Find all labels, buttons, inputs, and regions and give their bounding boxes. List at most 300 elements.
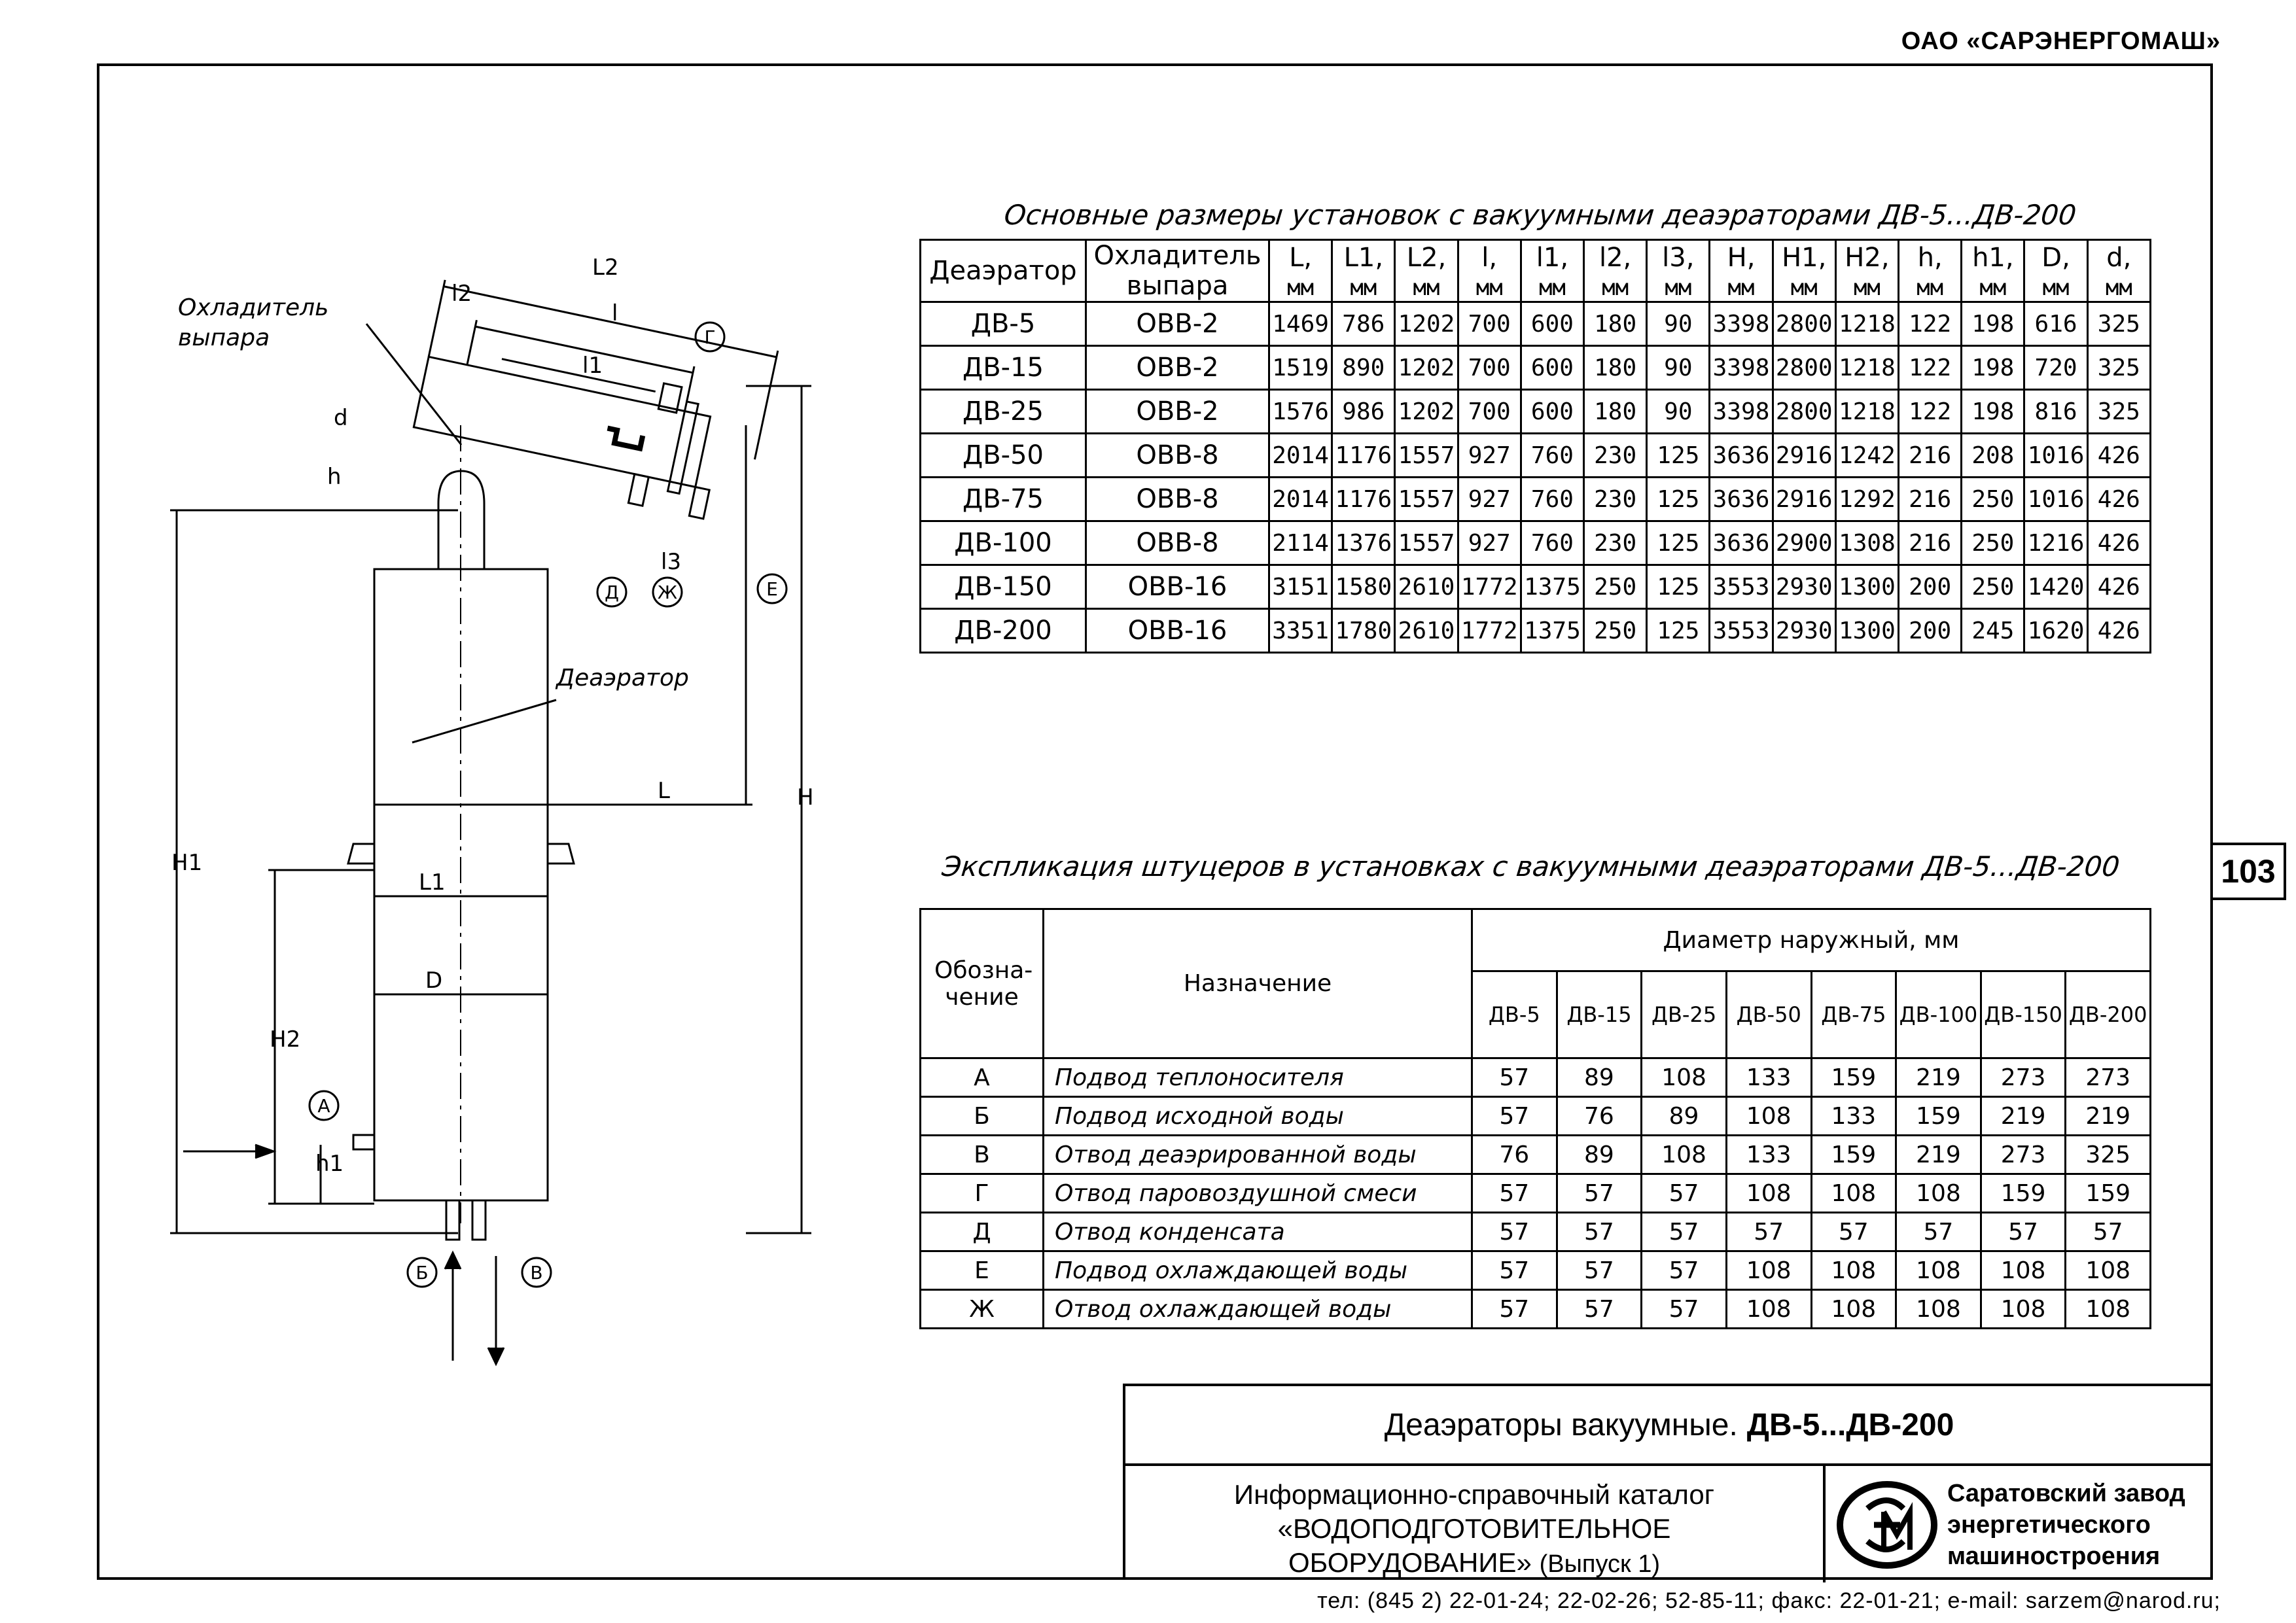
nozzle-cell: 57 <box>1811 1213 1896 1251</box>
dim-unit-cell: мм <box>1584 274 1647 302</box>
dim-l1: l1 <box>582 353 603 379</box>
nozzle-cell: 108 <box>1981 1290 2066 1329</box>
nozzle-cell: 108 <box>1642 1058 1727 1097</box>
nozzle-cell: 219 <box>2066 1097 2151 1136</box>
dim-cell: 3351 <box>1269 609 1332 653</box>
dim-cell: 125 <box>1647 434 1710 478</box>
nozzle-cell: 57 <box>1642 1290 1727 1329</box>
nozzle-cell: 57 <box>1472 1251 1557 1290</box>
dim-table-row <box>921 478 2151 521</box>
dim-cell: 3151 <box>1269 565 1332 609</box>
dim-cell: 1772 <box>1458 609 1521 653</box>
dim-cell: 927 <box>1458 478 1521 521</box>
nozzle-cell: 76 <box>1557 1097 1642 1136</box>
nozzle-cell: 57 <box>1642 1213 1727 1251</box>
dim-H: H <box>797 784 814 811</box>
label-vent-cooler-2: выпара <box>178 324 270 351</box>
dim-cell: 250 <box>1584 609 1647 653</box>
diameter-header: Диаметр наружный, мм <box>1472 909 2151 971</box>
dim-cell: ДВ-150 <box>921 565 1086 609</box>
nozzle-cell: Д <box>921 1213 1044 1251</box>
nozzle-cell: 57 <box>1642 1174 1727 1213</box>
title-block <box>1123 1384 2213 1580</box>
dim-cell: 1300 <box>1835 609 1898 653</box>
nozzle-cell: 76 <box>1472 1136 1557 1174</box>
dim-cell: ДВ-200 <box>921 609 1086 653</box>
model-header: ДВ-15 <box>1557 971 1642 1058</box>
dim-cell: 2800 <box>1773 346 1835 390</box>
dim-cell: ОВВ-2 <box>1086 302 1269 346</box>
nozzle-cell: 108 <box>1726 1097 1811 1136</box>
nozzle-cell: 159 <box>1811 1136 1896 1174</box>
dim-cell: 426 <box>2087 609 2150 653</box>
nozzle-table-row <box>921 1251 2151 1290</box>
dim-table-row <box>921 565 2151 609</box>
dim-cell: 250 <box>1962 478 2024 521</box>
nozzle-cell: 89 <box>1642 1097 1727 1136</box>
dim-cell: 2014 <box>1269 434 1332 478</box>
dim-header-cell: l2, <box>1584 240 1647 275</box>
nozzle-cell: А <box>921 1058 1044 1097</box>
dim-unit-cell: мм <box>2024 274 2087 302</box>
dim-cell: 890 <box>1332 346 1395 390</box>
dim-cell: 198 <box>1962 346 2024 390</box>
model-header: ДВ-25 <box>1642 971 1727 1058</box>
dim-unit-cell: мм <box>1647 274 1710 302</box>
nozzle-cell: 159 <box>1811 1058 1896 1097</box>
nozzle-cell: 108 <box>1811 1290 1896 1329</box>
dim-L: L <box>658 778 670 804</box>
dim-cell: 2800 <box>1773 390 1835 434</box>
dim-table-row <box>921 434 2151 478</box>
nozzle-g-label: Г <box>704 326 716 348</box>
model-header: ДВ-100 <box>1896 971 1981 1058</box>
nozzle-b-label: Б <box>415 1262 429 1283</box>
nozzle-cell: Е <box>921 1251 1044 1290</box>
dim-cell: 1218 <box>1835 302 1898 346</box>
nozzle-cell: 57 <box>1472 1290 1557 1329</box>
dim-unit-cell: мм <box>1899 274 1962 302</box>
dim-cell: 1375 <box>1521 565 1583 609</box>
dim-unit-cell: мм <box>1458 274 1521 302</box>
nozzle-purpose: Отвод паровоздушной смеси <box>1044 1174 1472 1213</box>
nozzles-table <box>919 908 2151 1329</box>
title-models: ДВ-5...ДВ-200 <box>1746 1407 1954 1442</box>
catalog-line-2: «ВОДОПОДГОТОВИТЕЛЬНОЕ <box>1277 1513 1671 1544</box>
nozzle-d-pipe <box>628 474 648 506</box>
dim-H1: H1 <box>171 850 203 876</box>
dim-header-cell: H, <box>1710 240 1773 275</box>
dim-L1: L1 <box>419 869 446 896</box>
catalog-info <box>1125 1463 1826 1582</box>
dim-header-cell: l1, <box>1521 240 1583 275</box>
dim-cell: 816 <box>2024 390 2087 434</box>
model-header: ДВ-200 <box>2066 971 2151 1058</box>
nozzle-cell: 89 <box>1557 1058 1642 1097</box>
nozzle-cell: 57 <box>1557 1174 1642 1213</box>
dim-table-row <box>921 609 2151 653</box>
dim-cell: ДВ-75 <box>921 478 1086 521</box>
designation-header: Обозна- чение <box>921 909 1044 1058</box>
dim-cell: 230 <box>1584 521 1647 565</box>
nozzle-purpose: Отвод конденсата <box>1044 1213 1472 1251</box>
dim-h1: h1 <box>315 1151 344 1177</box>
dim-cell: 216 <box>1899 478 1962 521</box>
org-line-2: энергетического <box>1947 1511 2151 1539</box>
dim-cell: ОВВ-16 <box>1086 565 1269 609</box>
dim-cell: 1216 <box>2024 521 2087 565</box>
dim-cell: 2930 <box>1773 609 1835 653</box>
dim-unit-cell: мм <box>2087 274 2150 302</box>
dim-cell: 125 <box>1647 521 1710 565</box>
nozzle-cell: 57 <box>1472 1097 1557 1136</box>
nozzle-a-label: А <box>317 1095 330 1117</box>
dim-cell: 426 <box>2087 565 2150 609</box>
nozzle-purpose: Подвод теплоносителя <box>1044 1058 1472 1097</box>
dim-cell: ОВВ-16 <box>1086 609 1269 653</box>
dim-cell: 1772 <box>1458 565 1521 609</box>
nozzle-table-row <box>921 1290 2151 1329</box>
dim-cell: 90 <box>1647 346 1710 390</box>
dim-cell: 1176 <box>1332 434 1395 478</box>
dim-cell: 720 <box>2024 346 2087 390</box>
dim-l3: l3 <box>661 549 682 575</box>
dim-cell: 1016 <box>2024 434 2087 478</box>
dim-cell: 3553 <box>1710 609 1773 653</box>
manufacturer-block <box>1826 1463 2213 1582</box>
dim-cell: 600 <box>1521 346 1583 390</box>
dim-l2: l2 <box>451 281 472 307</box>
dim-table-row <box>921 521 2151 565</box>
dim-header-cell: H2, <box>1835 240 1898 275</box>
nozzle-e-pipe <box>689 487 709 519</box>
nozzles-table-title: Экспликация штуцеров в установках с вакуумными деаэраторами ДВ-5...ДВ-200 <box>940 850 2121 882</box>
dim-header-cell: h1, <box>1962 240 2024 275</box>
company-name: ОАО «САРЭНЕРГОМАШ» <box>1901 27 2221 55</box>
dim-cell: 2930 <box>1773 565 1835 609</box>
dim-cell: 426 <box>2087 434 2150 478</box>
dim-cell: 325 <box>2087 346 2150 390</box>
nozzle-cell: Г <box>921 1174 1044 1213</box>
dim-cell: 600 <box>1521 390 1583 434</box>
dim-cell: 180 <box>1584 346 1647 390</box>
nozzle-d-label: Д <box>605 582 619 603</box>
dim-cell: 1292 <box>1835 478 1898 521</box>
dim-cell: 1016 <box>2024 478 2087 521</box>
dim-cell: 125 <box>1647 565 1710 609</box>
dim-cell: 198 <box>1962 390 2024 434</box>
dim-cell: ОВВ-2 <box>1086 390 1269 434</box>
dim-cell: 616 <box>2024 302 2087 346</box>
nozzle-purpose: Отвод деаэрированной воды <box>1044 1136 1472 1174</box>
title-prefix: Деаэраторы вакуумные. <box>1384 1407 1738 1442</box>
dim-cell: 180 <box>1584 390 1647 434</box>
dim-cell: 1576 <box>1269 390 1332 434</box>
nozzle-purpose: Подвод охлаждающей воды <box>1044 1251 1472 1290</box>
nozzle-v-label: В <box>530 1262 543 1283</box>
nozzle-cell: 108 <box>1642 1136 1727 1174</box>
dimensions-table-title: Основные размеры установок с вакуумными деаэраторами ДВ-5...ДВ-200 <box>1002 199 2078 231</box>
dimensions-table <box>919 239 2151 654</box>
dim-cell: 2800 <box>1773 302 1835 346</box>
dim-cell: 3553 <box>1710 565 1773 609</box>
dim-cell: 2610 <box>1395 565 1458 609</box>
contacts: тел: (845 2) 22-01-24; 22-02-26; 52-85-11; факс: 22-01-21; e-mail: sarzem@narod.ru; <box>1317 1588 2221 1613</box>
dim-cell: ДВ-100 <box>921 521 1086 565</box>
dim-cell: 786 <box>1332 302 1395 346</box>
dim-cell: 1242 <box>1835 434 1898 478</box>
dim-unit-cell: мм <box>1962 274 2024 302</box>
page-number: 103 <box>2213 843 2286 900</box>
dim-cell: 2610 <box>1395 609 1458 653</box>
dim-cell: 125 <box>1647 478 1710 521</box>
nozzle-cell: 108 <box>1811 1174 1896 1213</box>
nozzle-cell: Б <box>921 1097 1044 1136</box>
model-header: ДВ-150 <box>1981 971 2066 1058</box>
dim-cell: 2014 <box>1269 478 1332 521</box>
dim-cell: 1308 <box>1835 521 1898 565</box>
dim-cell: 2916 <box>1773 434 1835 478</box>
dim-header-cell: d, <box>2087 240 2150 275</box>
nozzle-cell: 108 <box>1896 1251 1981 1290</box>
nozzle-cell: 57 <box>1472 1058 1557 1097</box>
dim-header-cell: L, <box>1269 240 1332 275</box>
nozzle-cell: 57 <box>1726 1213 1811 1251</box>
dim-cell: 216 <box>1899 521 1962 565</box>
sem-logo-icon <box>1835 1473 1939 1577</box>
nozzle-cell: 57 <box>2066 1213 2151 1251</box>
dim-cell: 1780 <box>1332 609 1395 653</box>
dim-cell: 3636 <box>1710 478 1773 521</box>
vent-cooler <box>408 280 778 527</box>
dim-cell: 208 <box>1962 434 2024 478</box>
dim-cell: 700 <box>1458 346 1521 390</box>
dim-cell: 2114 <box>1269 521 1332 565</box>
dim-cell: 760 <box>1521 521 1583 565</box>
dim-cell: 760 <box>1521 478 1583 521</box>
nozzle-table-row <box>921 1136 2151 1174</box>
nozzle-cell: 57 <box>1557 1251 1642 1290</box>
dim-cell: 325 <box>2087 390 2150 434</box>
dim-header-cell: H1, <box>1773 240 1835 275</box>
dim-cell: 250 <box>1584 565 1647 609</box>
dim-cell: 1202 <box>1395 346 1458 390</box>
nozzle-zh-label: Ж <box>657 582 678 603</box>
dim-cell: 1300 <box>1835 565 1898 609</box>
nozzle-cell: 108 <box>1726 1174 1811 1213</box>
nozzle-cell: 57 <box>1557 1290 1642 1329</box>
dim-cell: 3398 <box>1710 390 1773 434</box>
org-line-1: Саратовский завод <box>1947 1480 2185 1507</box>
nozzle-cell: 133 <box>1811 1097 1896 1136</box>
nozzle-cell: 159 <box>1981 1174 2066 1213</box>
manufacturer-name <box>1947 1478 2185 1572</box>
nozzle-cell: 159 <box>1896 1097 1981 1136</box>
deaerator-drawing <box>0 0 916 1505</box>
nozzle-cell: 219 <box>1896 1136 1981 1174</box>
dim-cell: ОВВ-8 <box>1086 434 1269 478</box>
dim-cell: 3398 <box>1710 346 1773 390</box>
nozzle-cell: 57 <box>1981 1213 2066 1251</box>
nozzle-purpose: Подвод исходной воды <box>1044 1097 1472 1136</box>
dim-cell: 986 <box>1332 390 1395 434</box>
dim-cell: 600 <box>1521 302 1583 346</box>
dim-unit-cell: мм <box>1835 274 1898 302</box>
dim-cell: 230 <box>1584 434 1647 478</box>
model-header: ДВ-5 <box>1472 971 1557 1058</box>
dim-header-cell: Охладитель выпара <box>1086 240 1269 302</box>
nozzle-cell: 273 <box>1981 1136 2066 1174</box>
nozzle-cell: 108 <box>1726 1290 1811 1329</box>
nozzle-cell: 159 <box>2066 1174 2151 1213</box>
dim-cell: ДВ-50 <box>921 434 1086 478</box>
nozzle-cell: 108 <box>1896 1174 1981 1213</box>
nozzle-cell: 219 <box>1981 1097 2066 1136</box>
dim-cell: 426 <box>2087 521 2150 565</box>
nozzle-cell: Ж <box>921 1290 1044 1329</box>
nozzle-table-row <box>921 1058 2151 1097</box>
nozzle-e-label: Е <box>766 578 778 600</box>
dim-unit-cell: мм <box>1395 274 1458 302</box>
nozzle-cell: 273 <box>2066 1058 2151 1097</box>
dim-cell: 927 <box>1458 521 1521 565</box>
dim-cell: 927 <box>1458 434 1521 478</box>
dim-cell: 1202 <box>1395 302 1458 346</box>
dim-cell: 760 <box>1521 434 1583 478</box>
dim-cell: 200 <box>1899 565 1962 609</box>
dim-cell: 250 <box>1962 521 2024 565</box>
dim-cell: ДВ-5 <box>921 302 1086 346</box>
label-vent-cooler-1: Охладитель <box>178 294 329 321</box>
nozzle-cell: 133 <box>1726 1136 1811 1174</box>
nozzle-table-row <box>921 1174 2151 1213</box>
support-right <box>548 844 574 864</box>
nozzle-cell: 57 <box>1472 1213 1557 1251</box>
model-header: ДВ-50 <box>1726 971 1811 1058</box>
dim-cell: 1176 <box>1332 478 1395 521</box>
dim-cell: 2916 <box>1773 478 1835 521</box>
nozzle-cell: 57 <box>1642 1251 1727 1290</box>
dim-cell: 1218 <box>1835 346 1898 390</box>
dim-cell: ДВ-25 <box>921 390 1086 434</box>
dim-cell: 1375 <box>1521 609 1583 653</box>
dim-cell: 1557 <box>1395 434 1458 478</box>
model-header: ДВ-75 <box>1811 971 1896 1058</box>
dim-header-cell: L2, <box>1395 240 1458 275</box>
dim-D: D <box>425 968 443 994</box>
dim-H2: H2 <box>270 1026 301 1053</box>
nozzle-cell: 108 <box>1726 1251 1811 1290</box>
dim-cell: 230 <box>1584 478 1647 521</box>
nozzle-table-row <box>921 1213 2151 1251</box>
nozzle-cell: 57 <box>1896 1213 1981 1251</box>
dim-cell: 125 <box>1647 609 1710 653</box>
catalog-line-1: Информационно-справочный каталог <box>1233 1479 1715 1510</box>
dim-cell: 700 <box>1458 302 1521 346</box>
dim-cell: 200 <box>1899 609 1962 653</box>
dim-cell: ДВ-15 <box>921 346 1086 390</box>
dim-header-cell: l3, <box>1647 240 1710 275</box>
nozzle-cell: 108 <box>1896 1290 1981 1329</box>
dim-cell: 700 <box>1458 390 1521 434</box>
dim-cell: 3636 <box>1710 521 1773 565</box>
dim-cell: ОВВ-8 <box>1086 521 1269 565</box>
nozzle-cell: 108 <box>2066 1251 2151 1290</box>
dim-cell: 1620 <box>2024 609 2087 653</box>
dim-l2-big: L2 <box>592 254 619 281</box>
label-deaerator: Деаэратор <box>556 665 689 691</box>
dim-header-cell: D, <box>2024 240 2087 275</box>
dim-unit-cell: мм <box>1332 274 1395 302</box>
dim-cell: 2900 <box>1773 521 1835 565</box>
nozzle-cell: 57 <box>1557 1213 1642 1251</box>
dim-cell: 216 <box>1899 434 1962 478</box>
dim-table-row <box>921 346 2151 390</box>
dim-cell: 245 <box>1962 609 2024 653</box>
dim-unit-cell: мм <box>1773 274 1835 302</box>
org-line-3: машиностроения <box>1947 1543 2161 1570</box>
dim-cell: 1580 <box>1332 565 1395 609</box>
dim-cell: 1519 <box>1269 346 1332 390</box>
nozzle-table-row <box>921 1097 2151 1136</box>
dim-header-cell: L1, <box>1332 240 1395 275</box>
dim-cell: 250 <box>1962 565 2024 609</box>
nozzle-cell: 89 <box>1557 1136 1642 1174</box>
dim-l: l <box>612 300 618 326</box>
dim-cell: 3398 <box>1710 302 1773 346</box>
dim-d: d <box>334 405 348 431</box>
dim-cell: 198 <box>1962 302 2024 346</box>
dim-cell: 122 <box>1899 302 1962 346</box>
dim-cell: 3636 <box>1710 434 1773 478</box>
dim-cell: 1469 <box>1269 302 1332 346</box>
dim-cell: ОВВ-8 <box>1086 478 1269 521</box>
dim-cell: 122 <box>1899 390 1962 434</box>
dim-cell: 90 <box>1647 302 1710 346</box>
title-block-title <box>1125 1386 2213 1466</box>
purpose-header: Назначение <box>1044 909 1472 1058</box>
dim-cell: 325 <box>2087 302 2150 346</box>
nozzle-cell: 219 <box>1896 1058 1981 1097</box>
dim-cell: 122 <box>1899 346 1962 390</box>
nozzle-cell: 273 <box>1981 1058 2066 1097</box>
dim-cell: 1557 <box>1395 521 1458 565</box>
dim-header-cell: l, <box>1458 240 1521 275</box>
dim-cell: 1557 <box>1395 478 1458 521</box>
nozzle-cell: 108 <box>2066 1290 2151 1329</box>
dim-cell: 1202 <box>1395 390 1458 434</box>
catalog-issue: (Выпуск 1) <box>1539 1550 1661 1578</box>
dim-cell: 1420 <box>2024 565 2087 609</box>
dim-cell: 1376 <box>1332 521 1395 565</box>
dim-cell: 180 <box>1584 302 1647 346</box>
dim-unit-cell: мм <box>1521 274 1583 302</box>
nozzle-cell: 133 <box>1726 1058 1811 1097</box>
dim-table-row <box>921 390 2151 434</box>
dim-header-cell: h, <box>1899 240 1962 275</box>
nozzle-cell: 325 <box>2066 1136 2151 1174</box>
dim-h: h <box>327 464 342 490</box>
nozzle-cell: 108 <box>1981 1251 2066 1290</box>
dim-unit-cell: мм <box>1710 274 1773 302</box>
support-left <box>348 844 374 864</box>
dim-cell: 426 <box>2087 478 2150 521</box>
dim-cell: ОВВ-2 <box>1086 346 1269 390</box>
dim-cell: 1218 <box>1835 390 1898 434</box>
nozzle-cell: 108 <box>1811 1251 1896 1290</box>
dim-cell: 90 <box>1647 390 1710 434</box>
catalog-line-3: ОБОРУДОВАНИЕ» <box>1288 1547 1532 1578</box>
